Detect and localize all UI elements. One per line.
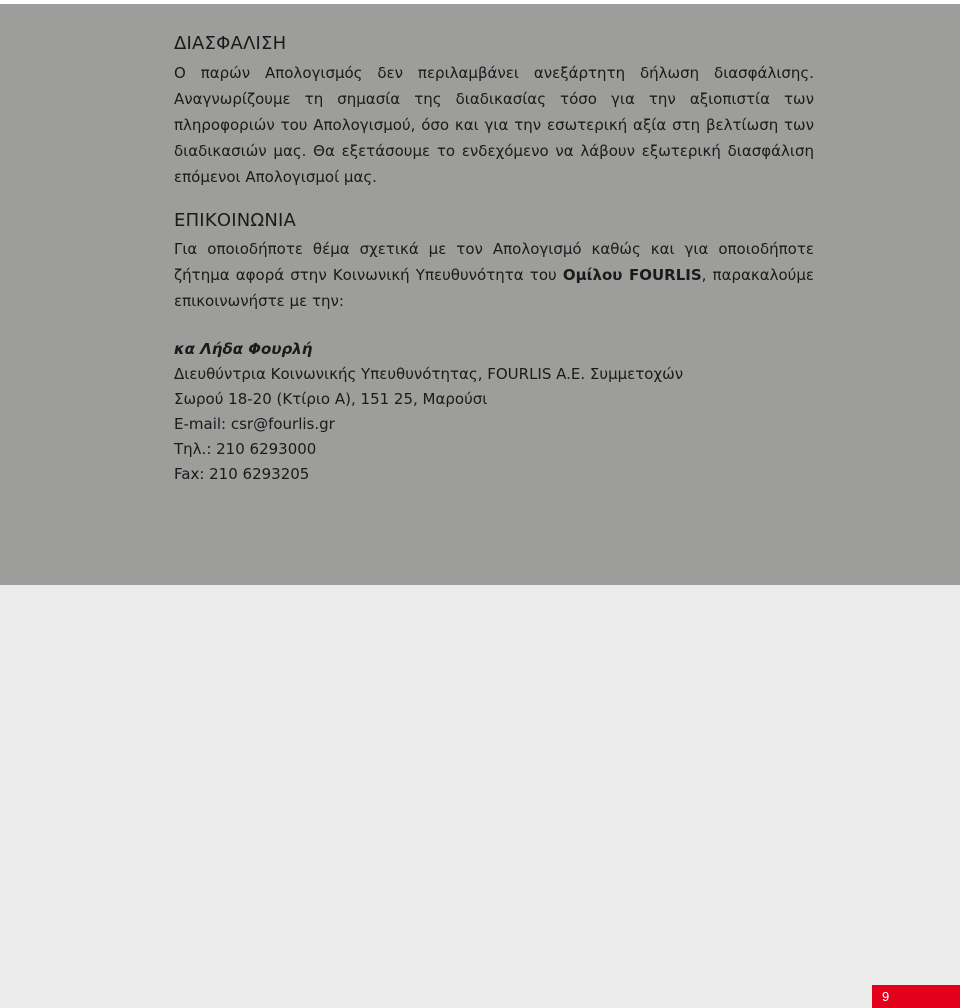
contact-paragraph [174,236,814,314]
contact-heading: ΕΠΙΚΟΙΝΩΝΙΑ [174,210,297,231]
contact-name: κα Λήδα Φουρλή [174,340,313,358]
contact-position: Διευθύντρια Κοινωνικής Υπευθυνότητας, FOURLIS A.E. Συμμετοχών [174,365,684,383]
contact-fax: Fax: 210 6293205 [174,465,310,483]
contact-paragraph-start: Για οποιοδήποτε θέμα σχετικά με τον Απολογισμό καθώς και για οποιοδήποτε ζήτημα αφορά στην Κοινωνική Υπευθυνότητα του [174,240,814,284]
group-name-bold: Ομίλου FOURLIS [562,266,702,284]
insurance-paragraph: Ο παρών Απολογισμός δεν περιλαμβάνει ανεξάρτητη δήλωση διασφάλισης. Αναγνωρίζουμε τη σημασία της διαδικασίας τόσο για την αξιοπιστία των πληροφοριών του Απολογισμού, όσο και για την εσωτερική αξία στη βελτίωση των διαδικασιών μας. Θα εξετάσουμε το ενδεχόμενο να λάβουν εξωτερική διασφάλιση επόμενοι Απολογισμοί μας. [174,64,814,186]
contact-phone: Τηλ.: 210 6293000 [174,440,317,458]
page-number-badge: 9 [872,985,960,1008]
page-content [174,33,814,487]
contact-details [174,337,814,487]
insurance-section [174,33,814,190]
contact-section [174,210,814,314]
insurance-heading: ΔΙΑΣΦΑΛΙΣΗ [174,33,287,54]
contact-address: Σωρού 18-20 (Κτίριο Α), 151 25, Μαρούσι [174,390,488,408]
contact-paragraph-end: , παρακαλούμε επικοινωνήστε με την: [174,266,814,310]
contact-email[interactable]: E-mail: csr@fourlis.gr [174,415,335,433]
